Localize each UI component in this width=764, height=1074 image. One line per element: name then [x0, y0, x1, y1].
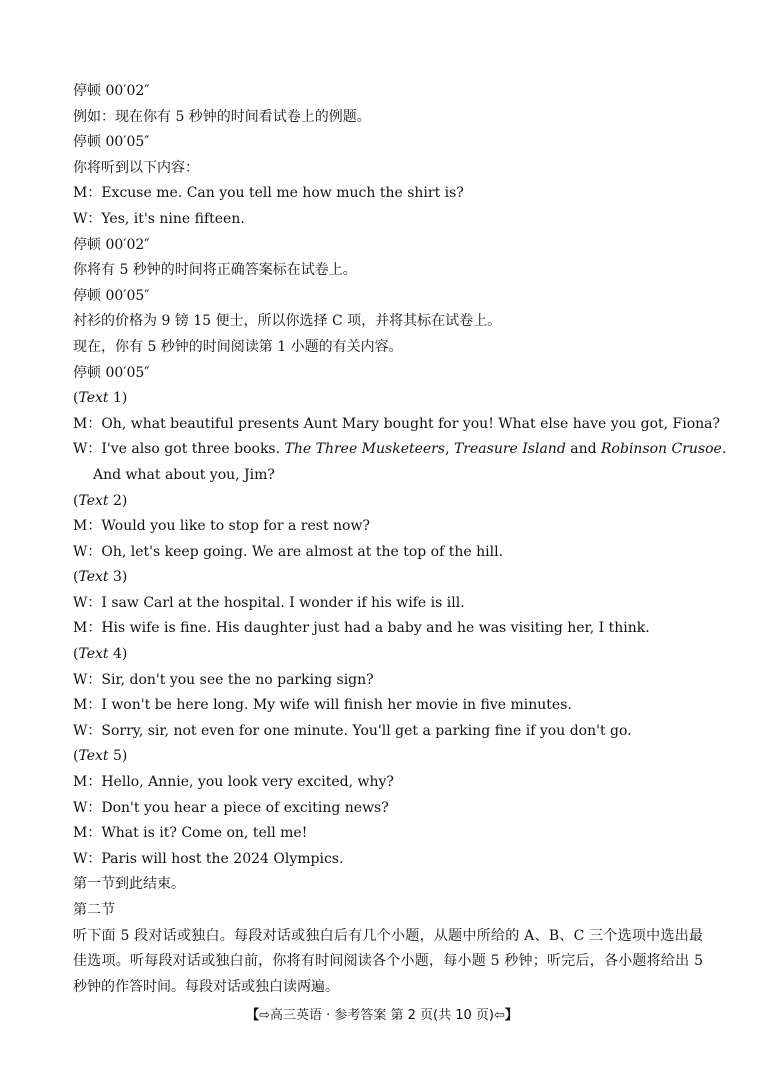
pause-line: 停顿 00′05″	[73, 134, 150, 151]
dialogue-line: M：Hello, Annie, you look very excited, why?	[73, 774, 394, 791]
text-label: (Text 1)	[73, 390, 128, 407]
dialogue-line: M：His wife is fine. His daughter just had a baby and he was visiting her, I think.	[73, 620, 650, 637]
text-label: (Text 4)	[73, 646, 128, 663]
example-dialogue-m: M：Excuse me. Can you tell me how much the shirt is?	[73, 185, 464, 202]
section-heading: 第二节	[73, 902, 115, 918]
dialogue-line: M：What is it? Come on, tell me!	[73, 825, 308, 842]
page-footer	[0, 1006, 764, 1026]
dialogue-line: W：Paris will host the 2024 Olympics.	[73, 850, 344, 867]
answer-instruction: 你将有 5 秒钟的时间将正确答案标在试卷上。	[73, 262, 357, 279]
dialogue-line: M：I won't be here long. My wife will finish her movie in five minutes.	[73, 697, 572, 714]
arrow-left-icon: ⇦	[494, 1008, 505, 1023]
reading-instruction: 现在，你有 5 秒钟的时间阅读第 1 小题的有关内容。	[73, 338, 403, 355]
pause-line: 停顿 00′02″	[73, 83, 150, 99]
pause-line: 停顿 00′05″	[73, 287, 150, 304]
pause-line: 停顿 00′02″	[73, 236, 150, 253]
dialogue-line: W：I saw Carl at the hospital. I wonder if his wife is ill.	[73, 594, 465, 611]
text-label: (Text 2)	[73, 492, 128, 509]
text-label: (Text 5)	[73, 748, 128, 765]
example-instruction: 例如：现在你有 5 秒钟的时间看试卷上的例题。	[73, 108, 371, 125]
dialogue-line-continued: And what about you, Jim?	[93, 466, 275, 483]
pause-line: 停顿 00′05″	[73, 364, 150, 381]
footer-bracket-close: 】	[504, 1008, 518, 1023]
section-end-note: 第一节到此结束。	[73, 876, 185, 893]
text-label: (Text 3)	[73, 569, 128, 586]
dialogue-line: M：Would you like to stop for a rest now?	[73, 518, 370, 535]
footer-bracket-open: 【	[246, 1008, 260, 1023]
dialogue-line: W：Sorry, sir, not even for one minute. You'll get a parking fine if you don't go.	[73, 722, 632, 739]
example-dialogue-w: W：Yes, it's nine fifteen.	[73, 210, 245, 227]
arrow-right-icon: ⇨	[259, 1008, 270, 1023]
dialogue-line: W：Oh, let's keep going. We are almost at the top of the hill.	[73, 543, 504, 560]
dialogue-line: W：I've also got three books. The Three Musketeers, Treasure Island and Robinson Crusoe.	[73, 441, 727, 458]
example-explanation: 衬衫的价格为 9 镑 15 便士，所以你选择 C 项，并将其标在试卷上。	[73, 313, 502, 330]
dialogue-line: M：Oh, what beautiful presents Aunt Mary bought for you! What else have you got, Fiona?	[73, 415, 721, 432]
footer-text: 高三英语 · 参考答案 第 2 页(共 10 页)	[269, 1008, 494, 1023]
dialogue-line: W：Don't you hear a piece of exciting news?	[73, 799, 389, 816]
transcript-body	[73, 79, 727, 1000]
dialogue-line: W：Sir, don't you see the no parking sign?	[73, 671, 374, 688]
section-instructions: 听下面 5 段对话或独白。每段对话或独白后有几个小题，从题中所给的 A、B、C 三个选项中选出最佳选项。听每段对话或独白前，你将有时间阅读各个小题，每小题 5 秒钟；听完后，各小题将给出 5 秒钟的作答时间。每段对话或独白读两遍。	[73, 927, 703, 995]
listen-instruction: 你将听到以下内容：	[73, 159, 199, 176]
